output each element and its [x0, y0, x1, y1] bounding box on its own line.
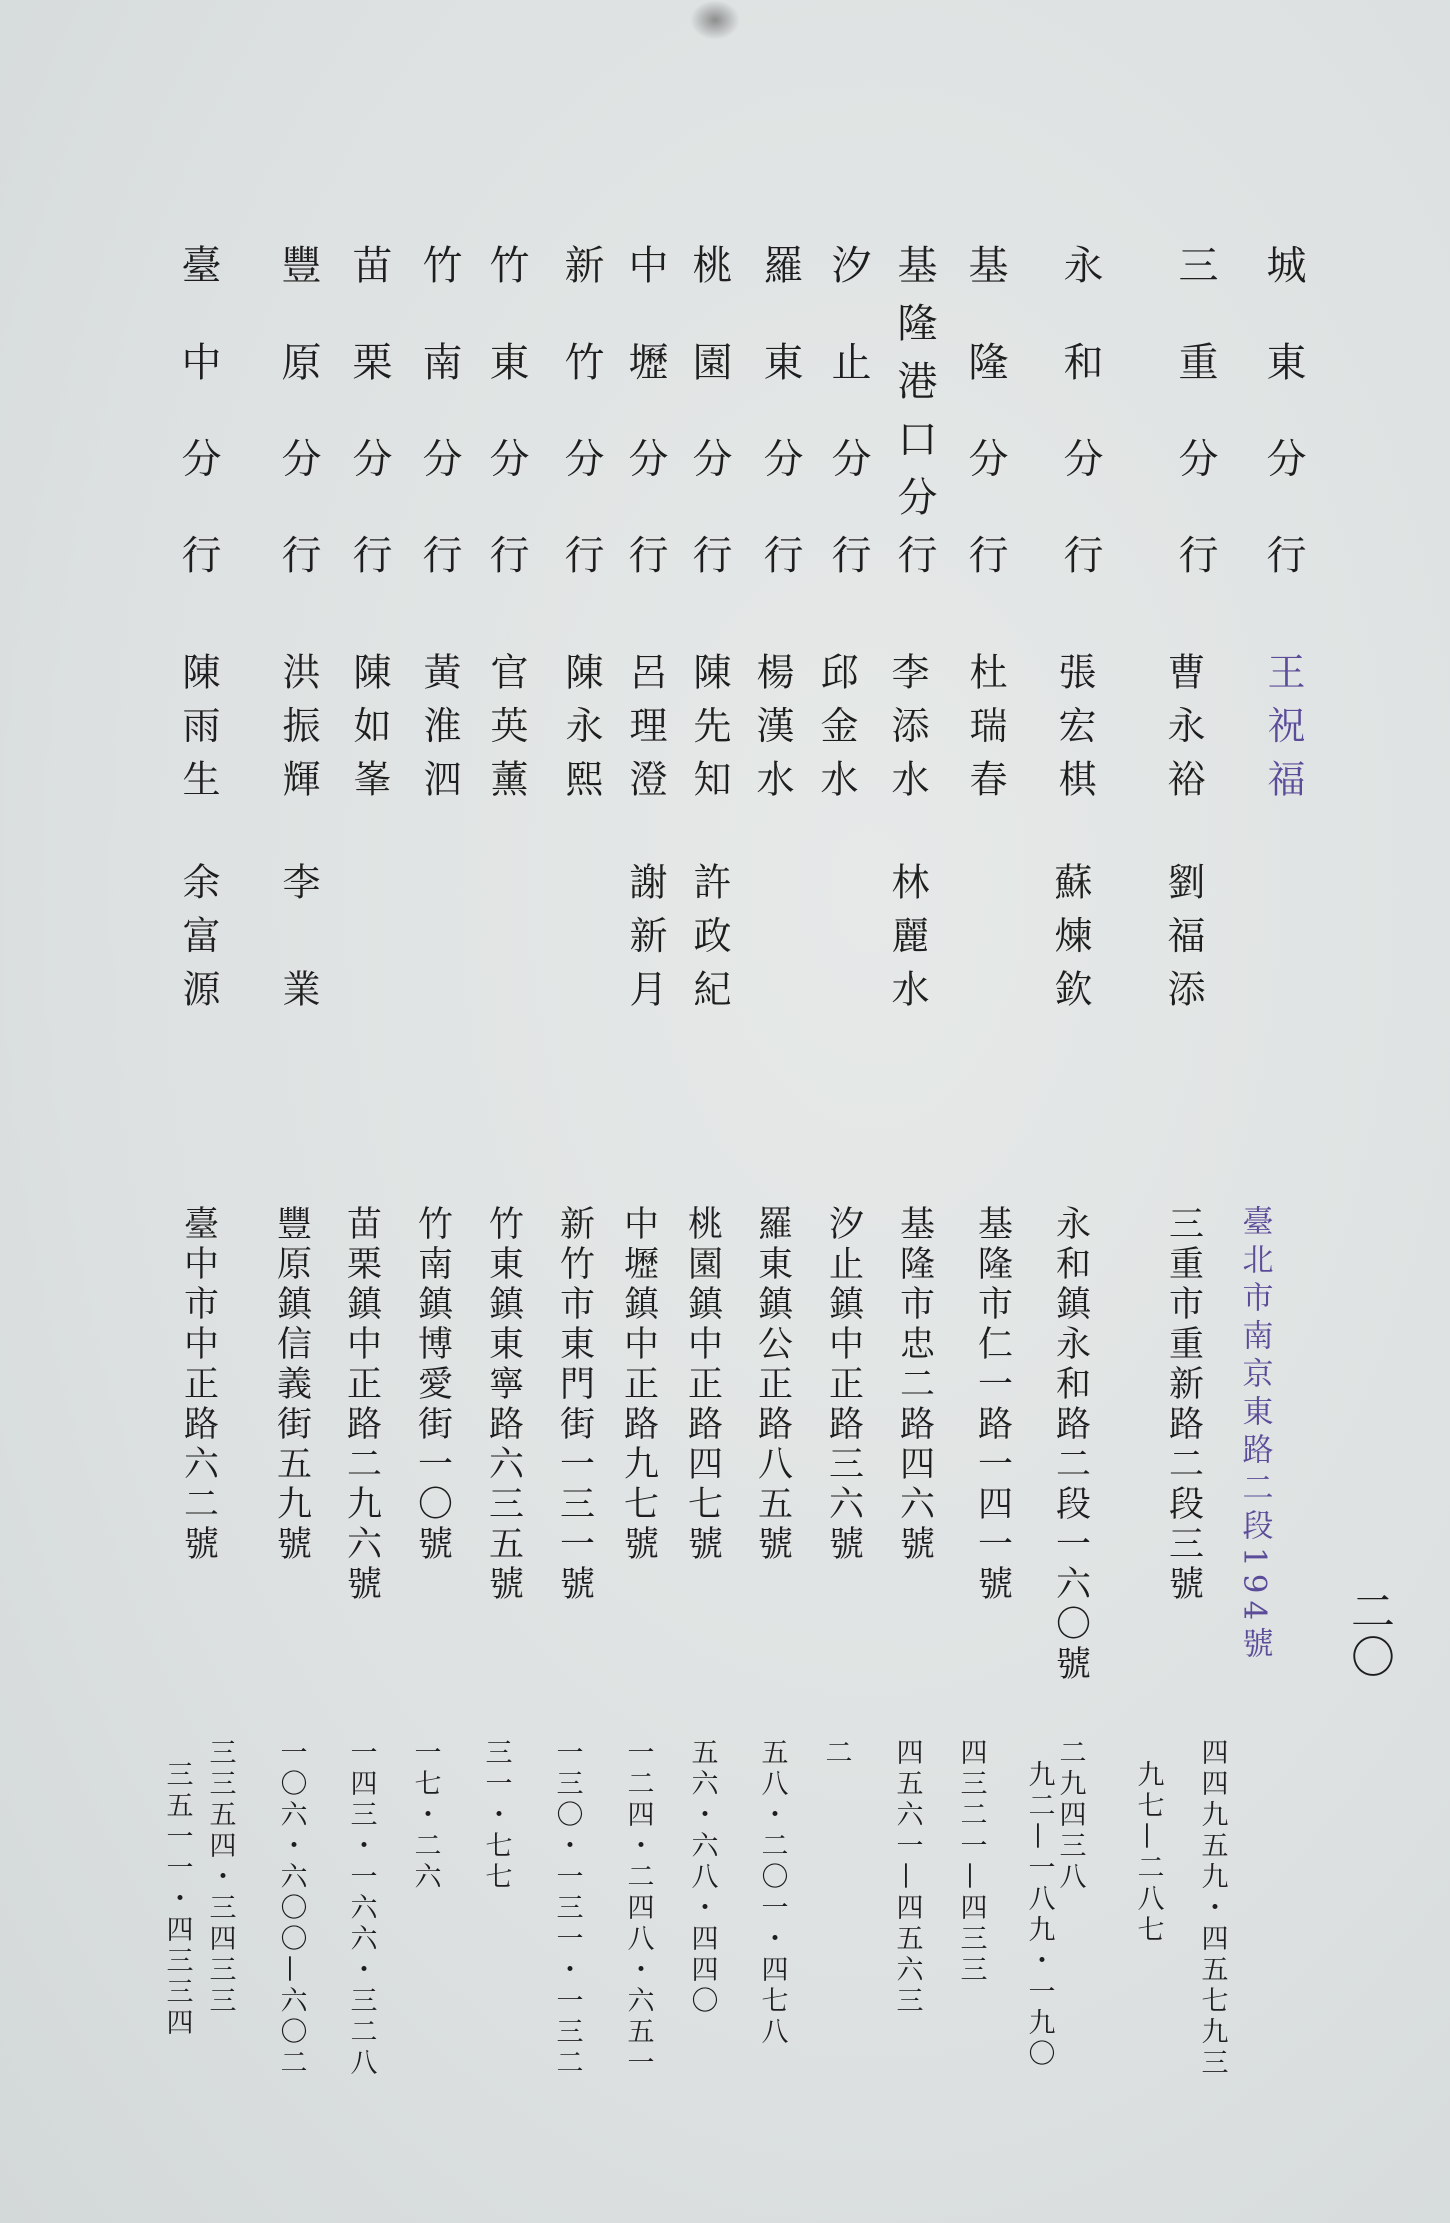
- manager-name: 陳雨生: [176, 652, 220, 797]
- branch-name: 汐止分行: [825, 244, 871, 574]
- branch-address: 竹東鎮東寧路六三五號: [483, 1205, 524, 1605]
- manager-name: 呂理澄: [623, 652, 667, 797]
- phone-number: 二九四三八: [1054, 1738, 1086, 1893]
- manager-name: 官英薰: [484, 652, 528, 797]
- phone-number: 二: [820, 1738, 852, 1769]
- branch-address: 臺中市中正路六二號: [178, 1205, 219, 1565]
- branch-address: 汐止鎮中正路三六號: [823, 1205, 864, 1565]
- branch-address: 新竹市東門街一三一號: [554, 1205, 595, 1605]
- phone-number: 四三二一—四三三: [955, 1738, 987, 1986]
- manager-name: 曹永裕: [1161, 652, 1205, 797]
- deputy-manager-name: 謝新月: [623, 862, 667, 1007]
- manager-name: 陳如峯: [347, 652, 391, 797]
- branch-name: 竹南分行: [416, 244, 462, 574]
- scan-smudge: [690, 0, 740, 40]
- branch-address: 苗栗鎮中正路二九六號: [341, 1205, 382, 1605]
- branch-address: 基隆市忠二路四六號: [894, 1205, 935, 1565]
- branch-name: 羅東分行: [757, 244, 803, 574]
- branch-name: 基隆港口分行: [891, 244, 937, 574]
- branch-name: 三重分行: [1172, 244, 1218, 574]
- branch-name: 桃園分行: [686, 244, 732, 574]
- page-number: 二〇: [1343, 1588, 1394, 1680]
- branch-name: 新竹分行: [558, 244, 604, 574]
- manager-name: 楊漢水: [750, 652, 794, 797]
- manager-name: 邱金水: [814, 652, 858, 797]
- deputy-manager-name: 蘇煉欽: [1048, 862, 1092, 1007]
- phone-number: 九二—一八九・一九〇: [1023, 1760, 1055, 2070]
- phone-number: 一二四・二四八・六五一: [622, 1738, 654, 2079]
- branch-name: 豐原分行: [275, 244, 321, 574]
- phone-number: 三一・七七: [480, 1738, 512, 1893]
- phone-number: 三五一一・四三三四: [161, 1760, 193, 2039]
- branch-address: 桃園鎮中正路四七號: [682, 1205, 723, 1565]
- branch-address: 羅東鎮公正路八五號: [752, 1205, 793, 1565]
- branch-address: 臺北市南京東路二段194號: [1236, 1205, 1273, 1666]
- branch-name: 永和分行: [1057, 244, 1103, 574]
- deputy-manager-name: 余富源: [176, 862, 220, 1007]
- manager-name: 王祝福: [1261, 652, 1305, 797]
- phone-number: 四四九五九・四五七九三: [1196, 1738, 1228, 2079]
- manager-name: 陳先知: [687, 652, 731, 797]
- deputy-manager-name: 李業: [276, 862, 320, 1007]
- branch-address: 三重市重新路二段三號: [1163, 1205, 1204, 1605]
- branch-address: 中壢鎮中正路九七號: [618, 1205, 659, 1565]
- manager-name: 張宏棋: [1052, 652, 1096, 797]
- branch-name: 基隆分行: [962, 244, 1008, 574]
- branch-name: 竹東分行: [483, 244, 529, 574]
- manager-name: 杜瑞春: [963, 652, 1007, 797]
- phone-number: 四五六一—四五六三: [891, 1738, 923, 2017]
- branch-address: 永和鎮永和路二段一六〇號: [1050, 1205, 1091, 1685]
- deputy-manager-name: 林麗水: [885, 862, 929, 1007]
- phone-number: 一三〇・一三一・一三二: [551, 1738, 583, 2079]
- manager-name: 洪振輝: [276, 652, 320, 797]
- branch-address: 基隆市仁一路一四一號: [972, 1205, 1013, 1605]
- manager-name: 陳永熙: [559, 652, 603, 797]
- branch-address: 豐原鎮信義街五九號: [271, 1205, 312, 1565]
- manager-name: 李添水: [885, 652, 929, 797]
- deputy-manager-name: 劉福添: [1161, 862, 1205, 1007]
- phone-number: 一四三・一六六・三二八: [345, 1738, 377, 2079]
- phone-number: 五八・二〇一・四七八: [756, 1738, 788, 2048]
- branch-address: 竹南鎮博愛街一〇號: [412, 1205, 453, 1565]
- phone-number: 五六・六八・四四〇: [686, 1738, 718, 2017]
- deputy-manager-name: 許政紀: [687, 862, 731, 1007]
- phone-number: 一〇六・六〇〇—六〇二: [275, 1738, 307, 2079]
- manager-name: 黃淮泗: [417, 652, 461, 797]
- branch-name: 城東分行: [1260, 244, 1306, 574]
- phone-number: 九七—二八七: [1132, 1760, 1164, 1946]
- branch-name: 苗栗分行: [346, 244, 392, 574]
- phone-number: 一七・二六: [409, 1738, 441, 1893]
- branch-name: 臺中分行: [175, 244, 221, 574]
- phone-number: 三三五四・三四三三: [204, 1738, 236, 2017]
- branch-name: 中壢分行: [622, 244, 668, 574]
